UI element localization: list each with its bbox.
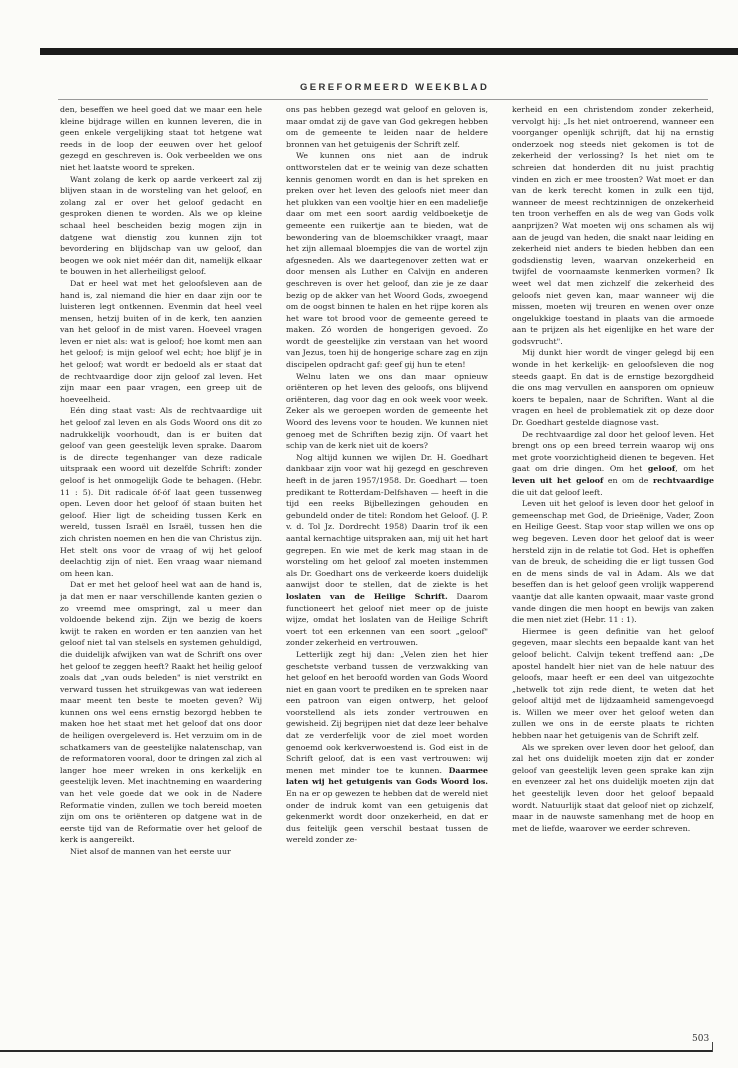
paragraph: den, beseffen we heel goed dat we maar een hele kleine bijdrage willen en kunnen leveren, die in geen enkele vergelijking staat tot hetgene wat reeds in de loop der eeuwen over het geloof gezegd en geschreven is. Ook verbeelden we ons niet het laatste woord te spreken. — [60, 105, 262, 172]
text-column-2 — [286, 104, 488, 1019]
running-header: GEREFORMEERD WEEKBLAD — [300, 82, 490, 93]
paragraph: Leven uit het geloof is leven door het geloof in gemeenschap met God, de Drieënige, Vader, Zoon en Heilige Geest. Stap voor stap willen we ons op weg begeven. Leven door het geloof dat is weer hersteld zijn in de relatie tot God. Het is opheffen van de breuk, de scheiding die er ligt tussen God en de mens sinds de val in Adam. Als we dat beseffen dan is het geloof geen vrolijk wapperend vaantje dat alle kanten opwaait, maar vaste grond vande dingen die men hoopt en bewijs van zaken die men niet ziet (Hebr. 11 : 1). — [512, 499, 714, 625]
emphasis: leven uit het geloof — [512, 476, 604, 485]
paragraph: Eén ding staat vast: Als de rechtvaardige uit het geloof zal leven en als Gods Woord ons dit zo nadrukkelijk voorhoudt, dan is er buiten dat geloof van geen geestelijk leven sprake. Daarom is de directe tegenhanger van deze radicale uitspraak een woord uit dezelfde Schrift: zonder geloof is het onmogelijk Gode te behagen. (Hebr. 11 : 5). Dit radicale óf-óf laat geen tussenweg open. Leven door het geloof óf staan buiten het geloof. Hier ligt de scheiding tussen Kerk en wereld, tussen Israël en Israël, tussen hen die zich christen noemen en hen die van Christus zijn. Het stelt ons voor de vraag of wij het geloof deelachtig zijn of niet. Een vraag waar niemand om heen kan. — [60, 406, 262, 578]
paragraph: ons pas hebben gezegd wat geloof en geloven is, maar omdat zij de gave van God gekregen hebben om de gemeente te leiden naar de heldere bronnen van het getuigenis der Schrift zelf. — [286, 105, 488, 149]
paragraph: De rechtvaardige zal door het geloof leven. Het brengt ons op een breed terrein waarop wij ons met grote voorzichtigheid dienen te begeven. Het gaat om drie dingen. Om het geloof, om het leven uit het geloof en om de rechtvaardige die uit dat geloof leeft. — [512, 429, 714, 497]
emphasis: geloof — [647, 464, 676, 474]
paragraph: Dat er met het geloof heel wat aan de hand is, ja dat men er naar verschillende kanten gezien o zo vreemd mee omspringt, zal u meer dan voldoende bekend zijn. Zijn we bezig de koers kwijt te raken en worden er ten aanzien van het geloof niet tal van stelsels en systemen gehuldigd, die duidelijk afwijken van wat de Schrift ons over het geloof te zeggen heeft? Raakt het heilig geloof zoals dat „van ouds beleden" is niet verstrikt en verward tussen het struikgewas van wat iedereen maar meent ten beste te moeten geven? Wij kunnen ons wel eens ernstig bezorgd hebben te maken hoe het staat met het geloof dat ons door de heiligen overgeleverd is. Het verzuim om in de schatkamers van de geestelijke nalatenschap, van de reformatoren vooral, door te dringen zal zich al langer hoe meer wreken in ons kerkelijk en geestelijk leven. Met inachtneming en waardering van het vele goede dat we ook in de Nadere Reformatie vinden, zullen we toch bereid moeten zijn om ons te oriënteren op datgene wat in de eerste tijd van de Reformatie over het geloof de kerk is aangereikt. — [60, 580, 262, 845]
paragraph: kerheid en een christendom zonder zekerheid, vervolgt hij: „Is het niet ontroerend, wanneer een voorganger openlijk schrijft, dat hij na ernstig onderzoek nog steeds niet gekomen is tot de zekerheid der verlossing? Is het niet om te schreien dat honderden dit nu juist prachtig vinden en zich er mee troosten? Wat moet er dan van de kerk terecht komen in zulk een tijd, wanneer de meest rechtzinnigen de onzekerheid ten troon verheffen en als de weg van Gods volk aanprijzen? Wat moeten wij ons schamen als wij aan de jeugd van heden, die snakt naar leiding en zekerheid niet anders te bieden hebben dan een godsdienstig leven, waarvan onzekerheid en twijfel de voornaamste kenmerken vormen? Ik weet wel dat men zichzelf die zekerheid des geloofs niet geven kan, maar wanneer wij die missen, moeten wij treuren en wenen over onze ongelukkige toestand in plaats van die armoede aan te prijzen als het eigenlijke en het ware der godsvrucht". — [512, 105, 714, 346]
bottom-edge-mark — [712, 1042, 713, 1052]
paragraph: We kunnen ons niet aan de indruk onttworstelen dat er te weinig van deze schatten kennis genomen wordt en dan is het spreken en preken over het leven des geloofs niet meer dan het plukken van een vooltje hier en een madeliefje daar om met een soort aardig veldboeketje de gemeente een ruikertje aan te bieden, wat de bewondering van de bloemschikker vraagt, maar het zijn allemaal bloempjes die van de wortel zijn afgesneden. Als we daartegenover zetten wat er door mensen als Luther en Calvijn en anderen geschreven is over het geloof, dan zie je ze daar bezig op de akker van het Woord Gods, zwoegend om de oogst binnen te halen en het rijpe koren als het ware tot brood voor de gemeente gereed te maken. Zó worden de hongerigen gevoed. Zo wordt de geestelijke zin verstaan van het woord van Jezus, toen hij de hongerige schare zag en zijn discipelen opdracht gaf: geef gij hun te eten! — [286, 151, 488, 370]
page-number: 503 — [692, 1034, 710, 1044]
paragraph: Mij dunkt hier wordt de vinger gelegd bij een wonde in het kerkelijk- en geloofsleven die nog steeds gaapt. En dat is de ernstige bezorgdheid die ons mag vervullen en aansporen om opnieuw koers te bepalen, naar de Schriften. Want al die vragen en heel de problematiek zit op deze door Dr. Goedhart gestelde diagnose vast. — [512, 348, 714, 428]
paragraph: Hiermee is geen definitie van het geloof gegeven, maar slechts een bepaalde kant van het geloof belicht. Calvijn tekent treffend aan: „De apostel handelt hier niet van de hele natuur des geloofs, maar heeft er een deel van uitgezochte „hetwelk tot zijn rede dient, te weten dat het geloof altijd met de lijdzaamheid samengevoegd is. Willen we meer over het geloof weten dan zullen we ons in de eerste plaats te richten hebben naar het getuigenis van de Schrift zelf. — [512, 626, 714, 741]
emphasis: rechtvaardige — [652, 476, 714, 485]
paragraph: Niet alsof de mannen van het eerste uur — [70, 847, 231, 856]
paragraph: Want zolang de kerk op aarde verkeert zal zij blijven staan in de worsteling van het geloof, en zolang zal er over het geloof gedacht en gesproken dienen te worden. Als we op kleine schaal heel bescheiden bezig mogen zijn in datgene wat dienstig zou kunnen zijn tot bevordering en blijdschap van uw geloof, dan beogen we ook niet méér dan dit, namelijk elkaar te bouwen in het allerheiligst geloof. — [60, 174, 262, 277]
paragraph: Nog altijd kunnen we wijlen Dr. H. Goedhart dankbaar zijn voor wat hij gezegd en geschreven heeft in de jaren 1957/1958. Dr. Goedhart — toen predikant te Rotterdam-Delfshaven — heeft in die tijd een reeks Bijbellezingen gehouden en gebundeld onder de titel: Rondom het Geloof. (J. P. v. d. Tol Jz. Dordrecht 1958) Daarin trof ik een aantal kernachtige uitspraken aan, mij uit het hart gegrepen. En wie met de kerk mag staan in de worsteling om het geloof zal moeten instemmen als Dr. Goedhart ons de verkeerde koers duidelijk aanwijst door te stellen, dat de ziekte is het loslaten van de Heilige Schrift. Daarom functioneert het geloof niet meer op de juiste wijze, omdat het loslaten van de Heilige Schrift voert tot een erkennen van een soort „geloof" zonder zekerheid en vertrouwen. — [286, 452, 488, 648]
paragraph: Letterlijk zegt hij dan: „Velen zien het hier geschetste verband tussen de verzwakking van het geloof en het beroofd worden van Gods Woord niet en gaan voort te prediken en te spreken naar een patroon van eigen ontwerp, het geloof voorstellend als iets zonder vertrouwen en gewisheid. Zij begrijpen niet dat deze leer behalve dat ze verderfelijk voor de ziel moet worden genoemd ook kerkverwoestend is. God eist in de Schrift geloof, dat is een vast vertrouwen: wij menen met minder toe te kunnen. Daarmee laten wij het getuigenis van Gods Woord los. En na er op gewezen te hebben dat de wereld niet onder de indruk komt van een getuigenis dat gekenmerkt wordt door onzekerheid, en dat er dus feitelijk geen verschil bestaat tussen de wereld zonder ze- — [286, 649, 488, 845]
paragraph: Als we spreken over leven door het geloof, dan zal het ons duidelijk moeten zijn dat er zonder geloof van geestelijk leven geen sprake kan zijn en evenzeer zal het ons duidelijk moeten zijn dat het geestelijk leven door het geloof bepaald wordt. Natuurlijk staat dat geloof niet op zichzelf, maar in de nauwste samenhang met de hoop en met de liefde, waarover we eerder schreven. — [512, 742, 714, 833]
top-rule — [40, 48, 738, 55]
paragraph: Dat er heel wat met het geloofsleven aan de hand is, zal niemand die hier en daar zijn oor te luisteren legt ontkennen. Evenmin dat heel veel mensen, hetzij buiten of in de kerk, ten aanzien van het geloof in de mist varen. Hoeveel vragen leven er niet als: wat is geloof; hoe komt men aan het geloof; is mijn geloof wel echt; hoe blijf je in het geloof; wat wordt er bedoeld als er staat dat de rechtvaardige door zijn geloof zal leven. Het zijn maar een paar vragen, een greep uit de hoeveelheid. — [60, 278, 262, 404]
bottom-rule — [0, 1050, 712, 1052]
paragraph: Welnu laten we ons dan maar opnieuw oriënteren op het leven des geloofs, ons blijvend oriënteren, dag voor dag en ook week voor week. Zeker als we geroepen worden de gemeente het Woord des levens voor te houden. We kunnen niet genoeg met de Schriften bezig zijn. Of vaart het schip van de kerk niet uit de koers? — [286, 371, 488, 451]
text-column-1 — [60, 104, 262, 1019]
header-rule — [58, 99, 708, 100]
emphasis: Daarmee laten wij het getuigenis van Gods Woord los. — [286, 765, 488, 787]
text-column-3 — [512, 104, 714, 1019]
emphasis: loslaten van de Heilige Schrift. — [286, 591, 448, 601]
